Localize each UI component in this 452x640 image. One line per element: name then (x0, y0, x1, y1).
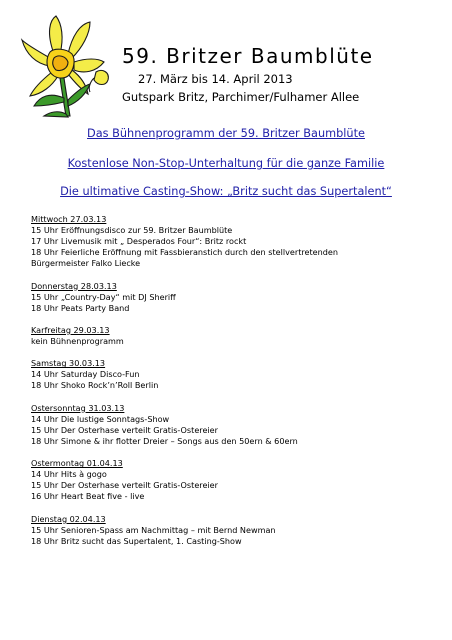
day-block (31, 214, 441, 269)
day-title: Samstag 30.03.13 (31, 358, 106, 369)
schedule-line: 14 Uhr Saturday Disco-Fun (31, 369, 140, 380)
daffodil-logo (20, 14, 112, 118)
schedule (31, 214, 441, 558)
schedule-line: 18 Uhr Simone & ihr flotter Dreier – Songs aus den 50ern & 60ern (31, 435, 298, 446)
schedule-line: 16 Uhr Heart Beat five - live (31, 491, 145, 502)
schedule-line: 15 Uhr Der Osterhase verteilt Gratis-Ostereier (31, 480, 218, 491)
schedule-line: 15 Uhr Eröffnungsdisco zur 59. Britzer Baumblüte (31, 225, 233, 236)
schedule-line: Bürgermeister Falko Liecke (31, 258, 141, 269)
schedule-line: 18 Uhr Peats Party Band (31, 302, 130, 313)
heading-casting: Die ultimative Casting-Show: „Britz sucht das Supertalent“ (60, 185, 392, 198)
schedule-line: 15 Uhr „Country-Day“ mit DJ Sheriff (31, 291, 176, 302)
schedule-line: 17 Uhr Livemusik mit „ Desperados Four“: Britz rockt (31, 236, 247, 247)
day-title: Mittwoch 27.03.13 (31, 214, 107, 224)
schedule-line: 15 Uhr Der Osterhase verteilt Gratis-Ostereier (31, 424, 218, 435)
schedule-line: 14 Uhr Hits à gogo (31, 469, 107, 480)
event-dates: 27. März bis 14. April 2013 (138, 72, 293, 86)
day-block (31, 281, 441, 314)
day-block (31, 514, 441, 547)
day-title: Ostersonntag 31.03.13 (31, 402, 125, 413)
schedule-line: 18 Uhr Shoko Rock’n’Roll Berlin (31, 380, 159, 391)
day-block (31, 458, 441, 502)
day-title: Karfreitag 29.03.13 (31, 324, 110, 335)
day-block (31, 325, 441, 347)
day-block (31, 358, 441, 391)
schedule-line: kein Bühnenprogramm (31, 336, 124, 347)
day-title: Dienstag 02.04.13 (31, 513, 106, 524)
schedule-line: 15 Uhr Senioren-Spass am Nachmittag – mit Bernd Newman (31, 524, 276, 535)
heading-program: Das Bühnenprogramm der 59. Britzer Baumblüte (87, 127, 365, 140)
schedule-line: 18 Uhr Britz sucht das Supertalent, 1. Casting-Show (31, 535, 242, 546)
day-block (31, 403, 441, 447)
day-title: Donnerstag 28.03.13 (31, 280, 117, 291)
schedule-line: 14 Uhr Die lustige Sonntags-Show (31, 413, 170, 424)
day-title: Ostermontag 01.04.13 (31, 458, 123, 469)
heading-entertainment: Kostenlose Non-Stop-Unterhaltung für die ganze Familie (67, 157, 385, 170)
event-title: 59. Britzer Baumblüte (122, 44, 374, 68)
event-location: Gutspark Britz, Parchimer/Fulhamer Allee (122, 90, 360, 104)
schedule-line: 18 Uhr Feierliche Eröffnung mit Fassbieranstich durch den stellvertretenden (31, 247, 339, 258)
